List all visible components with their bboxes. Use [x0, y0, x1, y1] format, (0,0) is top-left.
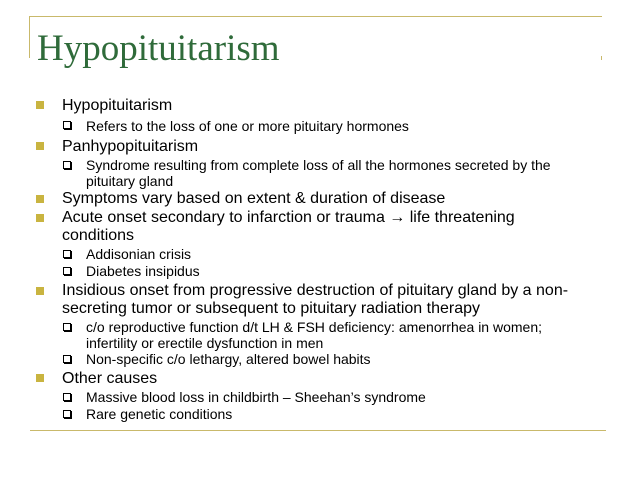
top-rule — [30, 16, 602, 17]
box-bullet-icon — [63, 161, 71, 169]
bullet-text: Symptoms vary based on extent & duration of disease — [62, 190, 446, 207]
box-bullet-icon — [63, 121, 71, 129]
sub-bullet-text: Addisonian crisis — [86, 246, 192, 262]
box-bullet-icon — [63, 355, 71, 363]
box-bullet-icon — [63, 393, 71, 401]
sub-bullet-text: Refers to the loss of one or more pituitary hormones — [86, 118, 409, 134]
bullet-text: Insidious onset from progressive destruction of pituitary gland by a non-secreting tumor or subsequent to pituitary radiation therapy — [62, 282, 569, 317]
sub-bullet-text: Diabetes insipidus — [86, 263, 200, 279]
sub-bullet-text: Syndrome resulting from complete loss of all the hormones secreted by the pituitary gland — [86, 157, 551, 189]
square-bullet-icon — [36, 101, 44, 109]
square-bullet-icon — [36, 214, 44, 222]
bottom-rule — [30, 430, 606, 431]
box-bullet-icon — [63, 250, 71, 258]
bullet-text: Other causes — [62, 370, 158, 387]
sub-bullet-text: Massive blood loss in childbirth – Sheehan’s syndrome — [86, 389, 426, 405]
sub-bullet-text: Non-specific c/o lethargy, altered bowel habits — [86, 351, 371, 367]
right-tick — [601, 56, 602, 60]
sub-bullet-text: c/o reproductive function d/t LH & FSH deficiency: amenorrhea in women; infertility or erectile dysfunction in men — [86, 319, 542, 351]
bullet-text: Panhypopituitarism — [62, 138, 199, 155]
square-bullet-icon — [36, 374, 44, 382]
left-rule — [29, 16, 30, 58]
square-bullet-icon — [36, 195, 44, 203]
box-bullet-icon — [63, 323, 71, 331]
sub-bullet-text: Rare genetic conditions — [86, 406, 233, 422]
square-bullet-icon — [36, 142, 44, 150]
box-bullet-icon — [63, 267, 71, 275]
bullet-text: Acute onset secondary to infarction or trauma → life threatening conditions — [62, 209, 515, 244]
box-bullet-icon — [63, 410, 71, 418]
bullet-text: Hypopituitarism — [62, 97, 173, 114]
slide-title: Hypopituitarism — [37, 28, 280, 69]
square-bullet-icon — [36, 287, 44, 295]
